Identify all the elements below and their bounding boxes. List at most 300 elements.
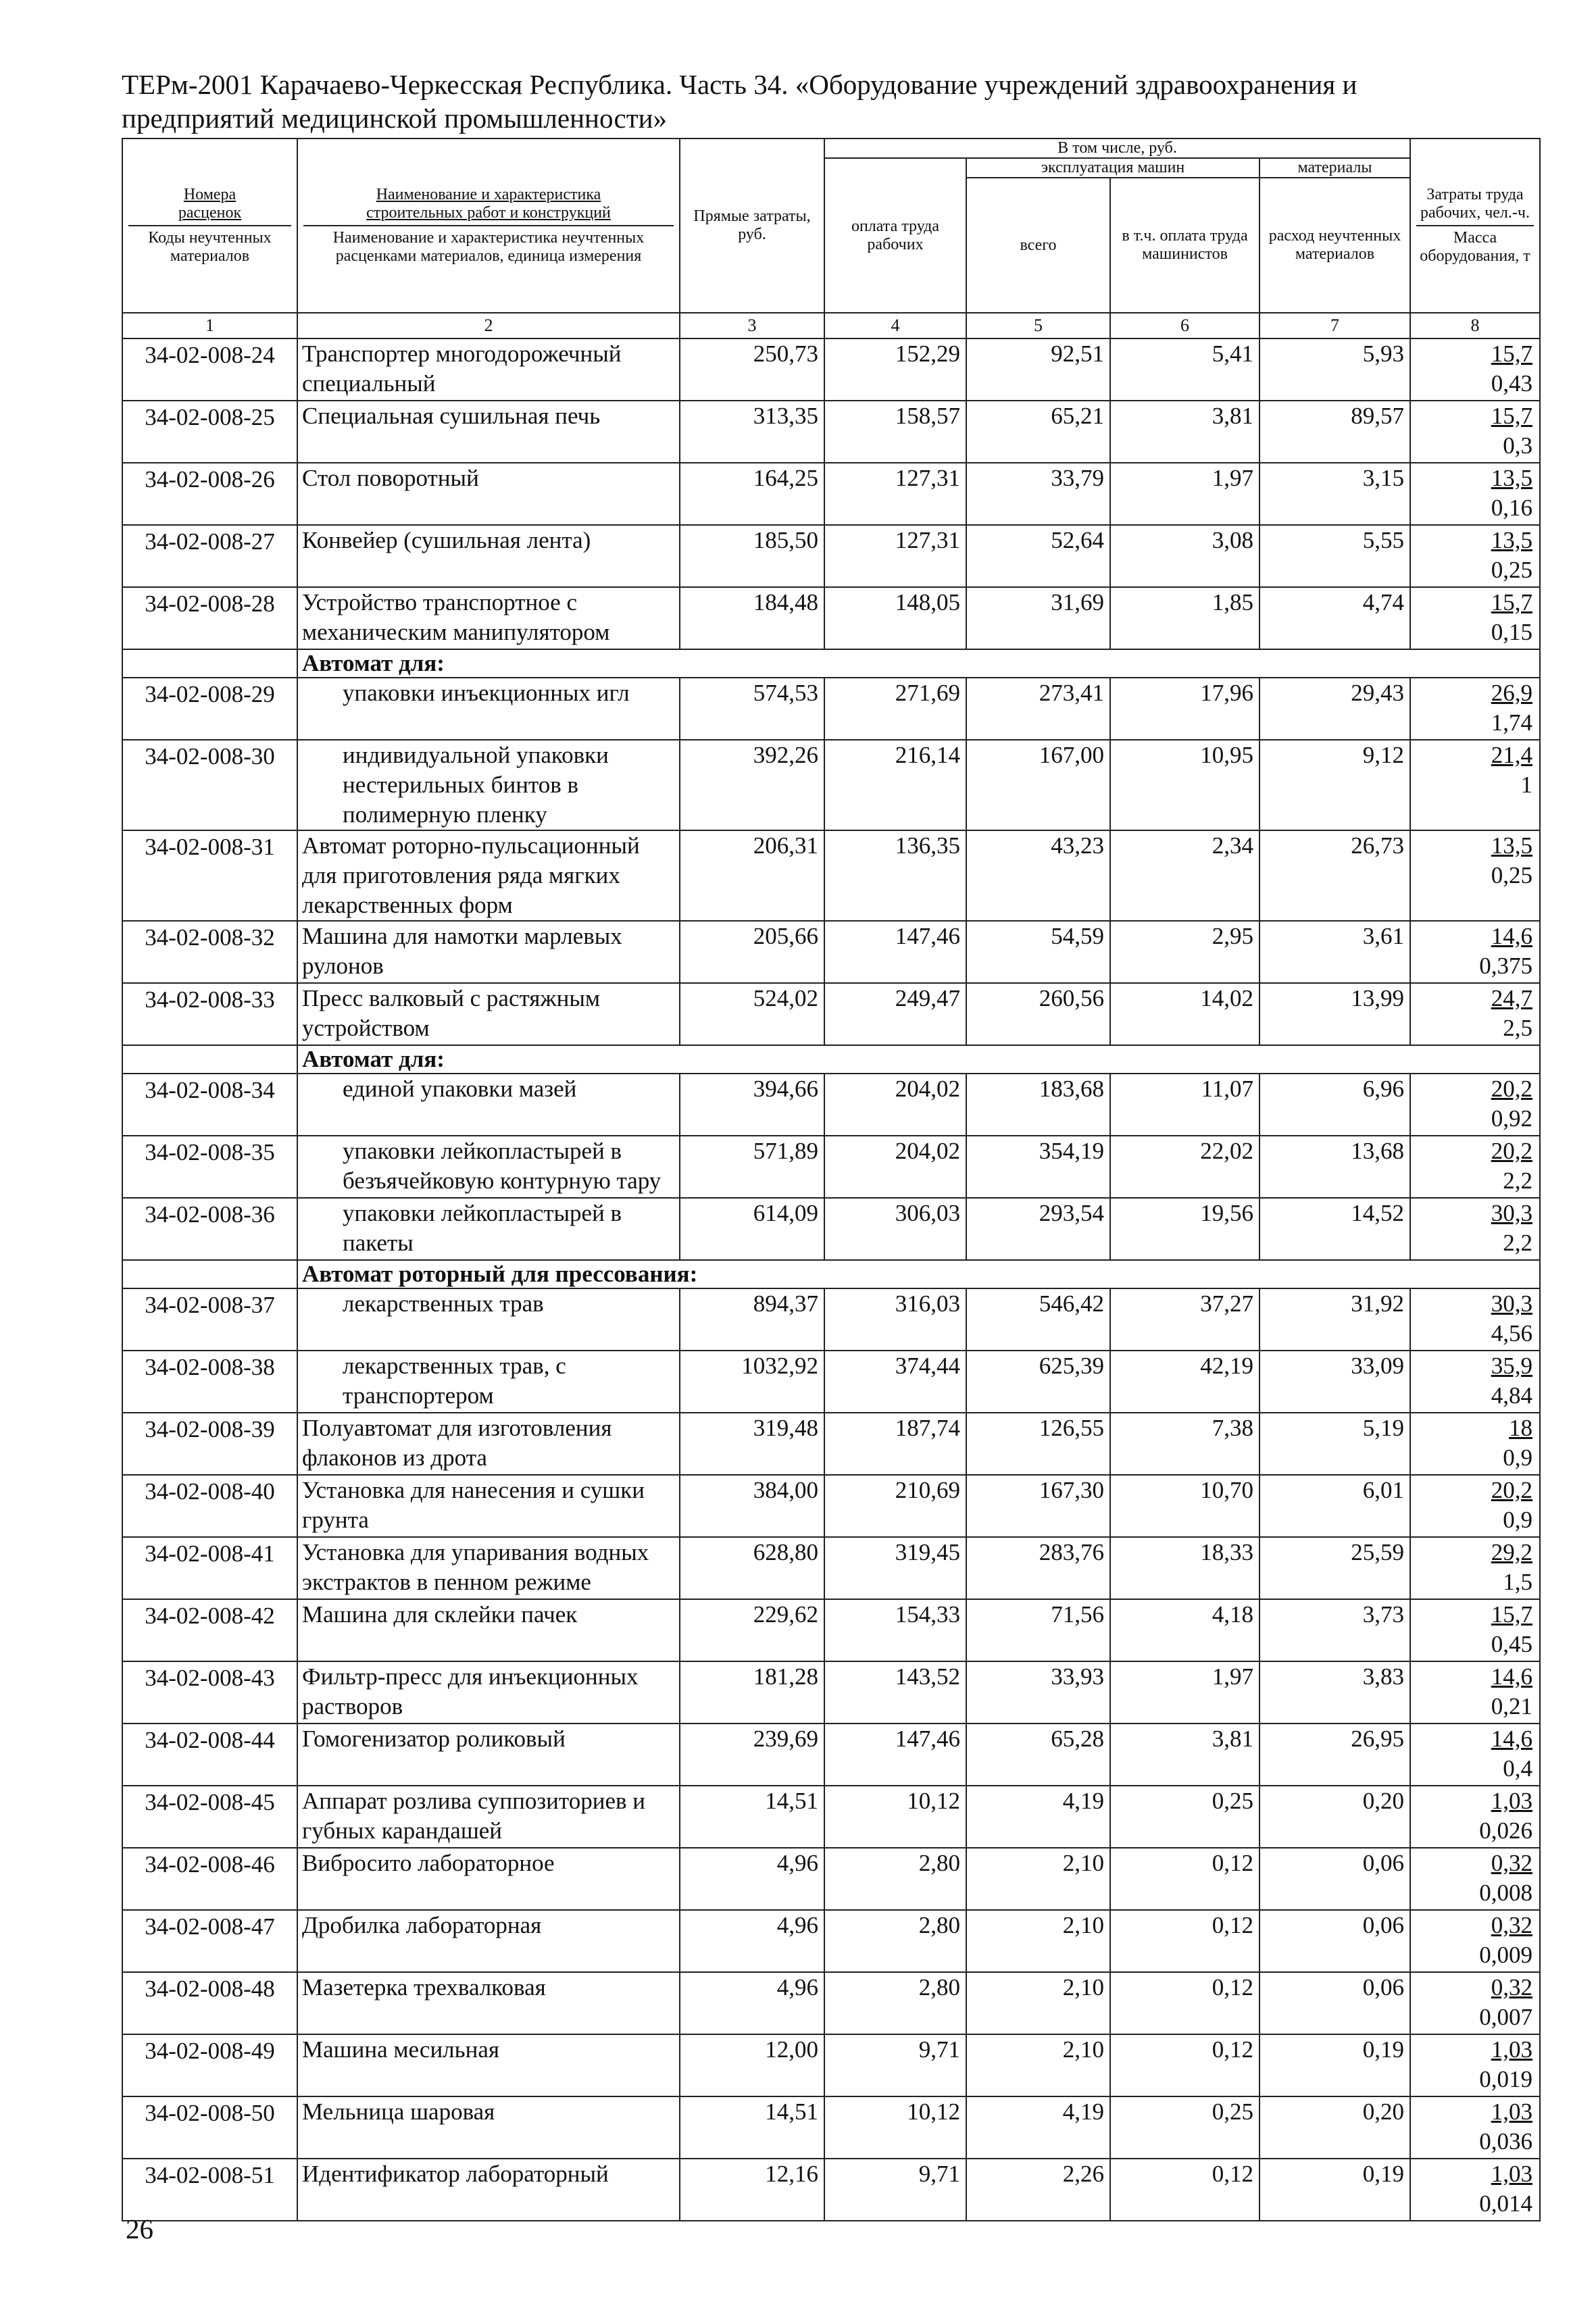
direct-costs: 894,37 <box>680 1288 824 1351</box>
labor-mass-cell <box>1410 1537 1540 1599</box>
materials-cost: 0,20 <box>1260 2096 1410 2159</box>
table-row <box>122 983 1540 1045</box>
labor-hours: 1,03 <box>1491 2098 1532 2125</box>
labor-mass-cell <box>1410 1074 1540 1136</box>
machinists-pay: 11,07 <box>1110 1074 1260 1136</box>
machinists-pay: 18,33 <box>1110 1537 1260 1599</box>
direct-costs: 384,00 <box>680 1475 824 1537</box>
machinists-pay: 1,85 <box>1110 587 1260 649</box>
labor-pay: 2,80 <box>824 1910 966 1972</box>
labor-hours: 20,2 <box>1491 1076 1532 1102</box>
rate-code: 34-02-008-37 <box>122 1288 297 1351</box>
work-name: Машина месильная <box>297 2034 680 2096</box>
direct-costs: 164,25 <box>680 463 824 525</box>
machines-total: 2,10 <box>966 1910 1110 1972</box>
direct-costs: 614,09 <box>680 1198 824 1260</box>
materials-cost: 3,61 <box>1260 921 1410 983</box>
table-row <box>122 1661 1540 1724</box>
work-name: Дробилка лабораторная <box>297 1910 680 1972</box>
rate-code: 34-02-008-48 <box>122 1972 297 2034</box>
materials-cost: 5,55 <box>1260 525 1410 587</box>
labor-mass-cell <box>1410 2096 1540 2159</box>
table-row <box>122 678 1540 740</box>
labor-pay: 9,71 <box>824 2159 966 2221</box>
machinists-pay: 0,25 <box>1110 1786 1260 1848</box>
labor-mass-cell <box>1410 401 1540 463</box>
column-number: 7 <box>1260 313 1410 338</box>
group-label: Автомат для: <box>302 650 445 676</box>
rate-code: 34-02-008-24 <box>122 338 297 401</box>
labor-pay: 152,29 <box>824 338 966 401</box>
table-row <box>122 1599 1540 1661</box>
labor-pay: 127,31 <box>824 525 966 587</box>
labor-pay: 2,80 <box>824 1848 966 1910</box>
table-row <box>122 2034 1540 2096</box>
work-name: Устройство транспортное с механическим манипулятором <box>297 587 680 649</box>
direct-costs: 4,96 <box>680 1972 824 2034</box>
machinists-pay: 1,97 <box>1110 463 1260 525</box>
table-row <box>122 830 1540 921</box>
labor-mass-cell <box>1410 1972 1540 2034</box>
machinists-pay: 10,95 <box>1110 740 1260 830</box>
materials-cost: 4,74 <box>1260 587 1410 649</box>
machinists-pay: 5,41 <box>1110 338 1260 401</box>
machines-total: 65,21 <box>966 401 1110 463</box>
column-numbers-row <box>122 313 1540 338</box>
work-name: лекарственных трав, с транспортером <box>297 1351 680 1413</box>
header-unaccounted-materials: расход неучтенных материалов <box>1260 178 1410 313</box>
equipment-mass: 2,2 <box>1503 1230 1532 1256</box>
table-row <box>122 1848 1540 1910</box>
column-number: 2 <box>297 313 680 338</box>
machinists-pay: 3,08 <box>1110 525 1260 587</box>
direct-costs: 14,51 <box>680 2096 824 2159</box>
direct-costs: 4,96 <box>680 1848 824 1910</box>
labor-hours: 13,5 <box>1491 527 1532 553</box>
column-number: 6 <box>1110 313 1260 338</box>
materials-cost: 29,43 <box>1260 678 1410 740</box>
labor-mass-cell <box>1410 1351 1540 1413</box>
labor-pay: 148,05 <box>824 587 966 649</box>
machines-total: 52,64 <box>966 525 1110 587</box>
materials-cost: 0,06 <box>1260 1848 1410 1910</box>
labor-hours: 1,03 <box>1491 2036 1532 2063</box>
labor-pay: 143,52 <box>824 1661 966 1724</box>
equipment-mass: 0,019 <box>1479 2066 1532 2092</box>
labor-mass-cell <box>1410 1198 1540 1260</box>
table-row <box>122 1074 1540 1136</box>
machines-total: 293,54 <box>966 1198 1110 1260</box>
machines-total: 4,19 <box>966 1786 1110 1848</box>
direct-costs: 250,73 <box>680 338 824 401</box>
machinists-pay: 0,12 <box>1110 1910 1260 1972</box>
rate-code: 34-02-008-31 <box>122 830 297 921</box>
group-label: Автомат роторный для прессования: <box>302 1261 698 1287</box>
labor-pay: 249,47 <box>824 983 966 1045</box>
table-row <box>122 1288 1540 1351</box>
direct-costs: 181,28 <box>680 1661 824 1724</box>
price-table <box>122 138 1541 2221</box>
machines-total: 71,56 <box>966 1599 1110 1661</box>
materials-cost: 5,19 <box>1260 1413 1410 1475</box>
equipment-mass: 1,74 <box>1491 709 1532 736</box>
column-number: 5 <box>966 313 1110 338</box>
labor-pay: 147,46 <box>824 921 966 983</box>
machines-total: 33,79 <box>966 463 1110 525</box>
direct-costs: 12,00 <box>680 2034 824 2096</box>
labor-hours: 24,7 <box>1491 985 1532 1011</box>
work-name: Автомат роторно-пульсационный для приготовления ряда мягких лекарственных форм <box>297 830 680 921</box>
machinists-pay: 0,12 <box>1110 1848 1260 1910</box>
machines-total: 625,39 <box>966 1351 1110 1413</box>
labor-hours: 15,7 <box>1491 1601 1532 1628</box>
column-number: 3 <box>680 313 824 338</box>
work-name: Фильтр-пресс для инъекционных растворов <box>297 1661 680 1724</box>
rate-code: 34-02-008-33 <box>122 983 297 1045</box>
labor-mass-cell <box>1410 1786 1540 1848</box>
machines-total: 43,23 <box>966 830 1110 921</box>
work-name: индивидуальной упаковки нестерильных бинтов в полимерную пленку <box>297 740 680 830</box>
rate-code: 34-02-008-39 <box>122 1413 297 1475</box>
work-name: Полуавтомат для изготовления флаконов из дрота <box>297 1413 680 1475</box>
table-row <box>122 1136 1540 1198</box>
direct-costs: 229,62 <box>680 1599 824 1661</box>
rate-code: 34-02-008-51 <box>122 2159 297 2221</box>
machinists-pay: 19,56 <box>1110 1198 1260 1260</box>
machinists-pay: 0,12 <box>1110 1972 1260 2034</box>
labor-hours: 29,2 <box>1491 1539 1532 1565</box>
header-including: В том числе, руб. <box>824 139 1410 158</box>
equipment-mass: 0,036 <box>1479 2128 1532 2155</box>
rate-code: 34-02-008-46 <box>122 1848 297 1910</box>
equipment-mass: 4,56 <box>1491 1320 1532 1347</box>
labor-mass-cell <box>1410 2034 1540 2096</box>
labor-pay: 187,74 <box>824 1413 966 1475</box>
labor-hours: 15,7 <box>1491 341 1532 367</box>
materials-cost: 31,92 <box>1260 1288 1410 1351</box>
page-number: 26 <box>126 2213 153 2244</box>
table-row <box>122 921 1540 983</box>
table-row <box>122 338 1540 401</box>
equipment-mass: 0,007 <box>1479 2004 1532 2030</box>
rate-code: 34-02-008-29 <box>122 678 297 740</box>
work-name: упаковки лейкопластырей в пакеты <box>297 1198 680 1260</box>
rate-code: 34-02-008-25 <box>122 401 297 463</box>
labor-mass-cell <box>1410 983 1540 1045</box>
rate-code: 34-02-008-38 <box>122 1351 297 1413</box>
direct-costs: 12,16 <box>680 2159 824 2221</box>
labor-hours: 1,03 <box>1491 2161 1532 2187</box>
rate-code: 34-02-008-32 <box>122 921 297 983</box>
table-row <box>122 1413 1540 1475</box>
labor-mass-cell <box>1410 338 1540 401</box>
equipment-mass: 0,43 <box>1491 370 1532 397</box>
page-title: ТЕРм-2001 Карачаево-Черкесская Республика. Часть 34. «Оборудование учреждений здравоохранения и предприятий медицинской промышленности» <box>122 69 1357 134</box>
labor-pay: 319,45 <box>824 1537 966 1599</box>
equipment-mass: 2,5 <box>1503 1015 1532 1041</box>
equipment-mass: 0,15 <box>1491 619 1532 645</box>
work-name: упаковки инъекционных игл <box>297 678 680 740</box>
table-row <box>122 740 1540 830</box>
materials-cost: 25,59 <box>1260 1537 1410 1599</box>
labor-hours: 26,9 <box>1491 680 1532 706</box>
labor-pay: 158,57 <box>824 401 966 463</box>
group-header-row <box>122 1260 1540 1288</box>
labor-pay: 9,71 <box>824 2034 966 2096</box>
equipment-mass: 0,21 <box>1491 1693 1532 1719</box>
table-row <box>122 1972 1540 2034</box>
labor-hours: 20,2 <box>1491 1477 1532 1503</box>
labor-hours: 0,32 <box>1491 1974 1532 2001</box>
rate-code: 34-02-008-26 <box>122 463 297 525</box>
machinists-pay: 0,12 <box>1110 2034 1260 2096</box>
table-row <box>122 1537 1540 1599</box>
table-row <box>122 525 1540 587</box>
labor-hours: 13,5 <box>1491 465 1532 491</box>
labor-mass-cell <box>1410 2159 1540 2221</box>
labor-hours: 20,2 <box>1491 1138 1532 1164</box>
machines-total: 183,68 <box>966 1074 1110 1136</box>
table-row <box>122 1475 1540 1537</box>
labor-pay: 374,44 <box>824 1351 966 1413</box>
work-name: Машина для склейки пачек <box>297 1599 680 1661</box>
materials-cost: 26,95 <box>1260 1724 1410 1786</box>
labor-mass-cell <box>1410 921 1540 983</box>
work-name: Гомогенизатор роликовый <box>297 1724 680 1786</box>
machines-total: 283,76 <box>966 1537 1110 1599</box>
direct-costs: 628,80 <box>680 1537 824 1599</box>
work-name: единой упаковки мазей <box>297 1074 680 1136</box>
labor-hours: 21,4 <box>1491 742 1532 768</box>
work-name: Установка для упаривания водных экстрактов в пенном режиме <box>297 1537 680 1599</box>
rate-code: 34-02-008-47 <box>122 1910 297 1972</box>
table-row <box>122 1786 1540 1848</box>
labor-hours: 35,9 <box>1491 1353 1532 1379</box>
labor-mass-cell <box>1410 1848 1540 1910</box>
rate-code: 34-02-008-30 <box>122 740 297 830</box>
labor-pay: 316,03 <box>824 1288 966 1351</box>
machinists-pay: 14,02 <box>1110 983 1260 1045</box>
rate-code: 34-02-008-40 <box>122 1475 297 1537</box>
materials-cost: 3,83 <box>1260 1661 1410 1724</box>
labor-pay: 136,35 <box>824 830 966 921</box>
materials-cost: 5,93 <box>1260 338 1410 401</box>
labor-hours: 30,3 <box>1491 1290 1532 1317</box>
labor-hours: 15,7 <box>1491 403 1532 429</box>
equipment-mass: 0,16 <box>1491 495 1532 521</box>
work-name: Идентификатор лабораторный <box>297 2159 680 2221</box>
labor-mass-cell <box>1410 740 1540 830</box>
materials-cost: 0,06 <box>1260 1972 1410 2034</box>
labor-mass-cell <box>1410 1136 1540 1198</box>
work-name: Пресс валковый с растяжным устройством <box>297 983 680 1045</box>
table-row <box>122 587 1540 649</box>
direct-costs: 184,48 <box>680 587 824 649</box>
rate-code: 34-02-008-28 <box>122 587 297 649</box>
materials-cost: 3,73 <box>1260 1599 1410 1661</box>
machines-total: 2,10 <box>966 2034 1110 2096</box>
labor-hours: 0,32 <box>1491 1850 1532 1876</box>
materials-cost: 6,01 <box>1260 1475 1410 1537</box>
machines-total: 92,51 <box>966 338 1110 401</box>
table-row <box>122 1910 1540 1972</box>
materials-cost: 0,19 <box>1260 2159 1410 2221</box>
header-labor-pay: оплата труда рабочих <box>824 158 966 313</box>
machines-total: 260,56 <box>966 983 1110 1045</box>
labor-mass-cell <box>1410 525 1540 587</box>
labor-pay: 10,12 <box>824 1786 966 1848</box>
machines-total: 31,69 <box>966 587 1110 649</box>
header-exploitation: эксплуатация машин <box>966 158 1260 178</box>
direct-costs: 319,48 <box>680 1413 824 1475</box>
table-row <box>122 401 1540 463</box>
labor-hours: 13,5 <box>1491 832 1532 859</box>
machines-total: 33,93 <box>966 1661 1110 1724</box>
work-name: Мазетерка трехвалковая <box>297 1972 680 2034</box>
header-materials: материалы <box>1260 158 1410 178</box>
machinists-pay: 2,95 <box>1110 921 1260 983</box>
work-name: Установка для нанесения и сушки грунта <box>297 1475 680 1537</box>
work-name: упаковки лейкопластырей в безъячейковую контурную тару <box>297 1136 680 1198</box>
machinists-pay: 3,81 <box>1110 401 1260 463</box>
machinists-pay: 0,25 <box>1110 2096 1260 2159</box>
labor-mass-cell <box>1410 1724 1540 1786</box>
machinists-pay: 0,12 <box>1110 2159 1260 2221</box>
machines-total: 167,00 <box>966 740 1110 830</box>
direct-costs: 4,96 <box>680 1910 824 1972</box>
rate-code: 34-02-008-36 <box>122 1198 297 1260</box>
equipment-mass: 0,4 <box>1503 1755 1532 1782</box>
work-name: Машина для намотки марлевых рулонов <box>297 921 680 983</box>
labor-hours: 0,32 <box>1491 1912 1532 1938</box>
group-label: Автомат для: <box>302 1046 445 1072</box>
labor-pay: 271,69 <box>824 678 966 740</box>
materials-cost: 13,68 <box>1260 1136 1410 1198</box>
work-name: лекарственных трав <box>297 1288 680 1351</box>
rate-code: 34-02-008-34 <box>122 1074 297 1136</box>
header-direct-costs: Прямые затраты, руб. <box>680 139 824 313</box>
table-row <box>122 1724 1540 1786</box>
machinists-pay: 4,18 <box>1110 1599 1260 1661</box>
labor-mass-cell <box>1410 1288 1540 1351</box>
labor-mass-cell <box>1410 463 1540 525</box>
materials-cost: 14,52 <box>1260 1198 1410 1260</box>
materials-cost: 0,20 <box>1260 1786 1410 1848</box>
direct-costs: 574,53 <box>680 678 824 740</box>
equipment-mass: 0,9 <box>1503 1507 1532 1533</box>
direct-costs: 206,31 <box>680 830 824 921</box>
labor-hours: 14,6 <box>1491 1663 1532 1690</box>
rate-code: 34-02-008-49 <box>122 2034 297 2096</box>
machinists-pay: 22,02 <box>1110 1136 1260 1198</box>
equipment-mass: 0,45 <box>1491 1631 1532 1657</box>
machinists-pay: 2,34 <box>1110 830 1260 921</box>
machinists-pay: 37,27 <box>1110 1288 1260 1351</box>
table-row <box>122 1198 1540 1260</box>
header-machines-total: всего <box>966 178 1110 313</box>
table-row <box>122 463 1540 525</box>
direct-costs: 239,69 <box>680 1724 824 1786</box>
equipment-mass: 0,009 <box>1479 1942 1532 1968</box>
labor-mass-cell <box>1410 678 1540 740</box>
machines-total: 2,10 <box>966 1972 1110 2034</box>
materials-cost: 6,96 <box>1260 1074 1410 1136</box>
materials-cost: 13,99 <box>1260 983 1410 1045</box>
work-name: Аппарат розлива суппозиториев и губных карандашей <box>297 1786 680 1848</box>
rate-code: 34-02-008-41 <box>122 1537 297 1599</box>
machines-total: 546,42 <box>966 1288 1110 1351</box>
labor-hours: 30,3 <box>1491 1200 1532 1226</box>
equipment-mass: 4,84 <box>1491 1382 1532 1409</box>
rate-code: 34-02-008-45 <box>122 1786 297 1848</box>
labor-mass-cell <box>1410 1599 1540 1661</box>
equipment-mass: 1 <box>1520 772 1532 798</box>
header-col2: Наименование и характеристика строительных работ и конструкций Наименование и характеристика неучтенных расценками материалов, единица измерения <box>297 139 680 313</box>
direct-costs: 1032,92 <box>680 1351 824 1413</box>
labor-hours: 18 <box>1509 1415 1532 1441</box>
group-header-row <box>122 649 1540 678</box>
labor-pay: 204,02 <box>824 1136 966 1198</box>
labor-pay: 2,80 <box>824 1972 966 2034</box>
labor-mass-cell <box>1410 830 1540 921</box>
materials-cost: 0,19 <box>1260 2034 1410 2096</box>
direct-costs: 185,50 <box>680 525 824 587</box>
work-name: Мельница шаровая <box>297 2096 680 2159</box>
machinists-pay: 17,96 <box>1110 678 1260 740</box>
equipment-mass: 0,014 <box>1479 2190 1532 2217</box>
direct-costs: 205,66 <box>680 921 824 983</box>
labor-pay: 216,14 <box>824 740 966 830</box>
labor-mass-cell <box>1410 1910 1540 1972</box>
labor-pay: 127,31 <box>824 463 966 525</box>
labor-mass-cell <box>1410 1661 1540 1724</box>
labor-hours: 15,7 <box>1491 589 1532 615</box>
labor-mass-cell <box>1410 1413 1540 1475</box>
machinists-pay: 42,19 <box>1110 1351 1260 1413</box>
work-name: Конвейер (сушильная лента) <box>297 525 680 587</box>
machinists-pay: 1,97 <box>1110 1661 1260 1724</box>
header-col1: Номера расценок Коды неучтенных материалов <box>122 139 297 313</box>
table-row <box>122 2159 1540 2221</box>
equipment-mass: 1,5 <box>1503 1569 1532 1595</box>
work-name: Стол поворотный <box>297 463 680 525</box>
header-col8: Затраты труда рабочих, чел.-ч. Масса оборудования, т <box>1410 139 1540 313</box>
materials-cost: 33,09 <box>1260 1351 1410 1413</box>
work-name: Транспортер многодорожечный специальный <box>297 338 680 401</box>
labor-pay: 147,46 <box>824 1724 966 1786</box>
equipment-mass: 0,92 <box>1491 1105 1532 1132</box>
table-row <box>122 2096 1540 2159</box>
labor-pay: 154,33 <box>824 1599 966 1661</box>
labor-pay: 210,69 <box>824 1475 966 1537</box>
labor-pay: 10,12 <box>824 2096 966 2159</box>
rate-code: 34-02-008-50 <box>122 2096 297 2159</box>
table-row <box>122 1351 1540 1413</box>
direct-costs: 14,51 <box>680 1786 824 1848</box>
labor-hours: 14,6 <box>1491 923 1532 949</box>
labor-pay: 204,02 <box>824 1074 966 1136</box>
machines-total: 273,41 <box>966 678 1110 740</box>
equipment-mass: 2,2 <box>1503 1167 1532 1194</box>
group-header-row <box>122 1045 1540 1074</box>
machines-total: 54,59 <box>966 921 1110 983</box>
machines-total: 4,19 <box>966 2096 1110 2159</box>
direct-costs: 394,66 <box>680 1074 824 1136</box>
equipment-mass: 0,9 <box>1503 1444 1532 1471</box>
work-name: Специальная сушильная печь <box>297 401 680 463</box>
labor-hours: 1,03 <box>1491 1788 1532 1814</box>
machinists-pay: 3,81 <box>1110 1724 1260 1786</box>
